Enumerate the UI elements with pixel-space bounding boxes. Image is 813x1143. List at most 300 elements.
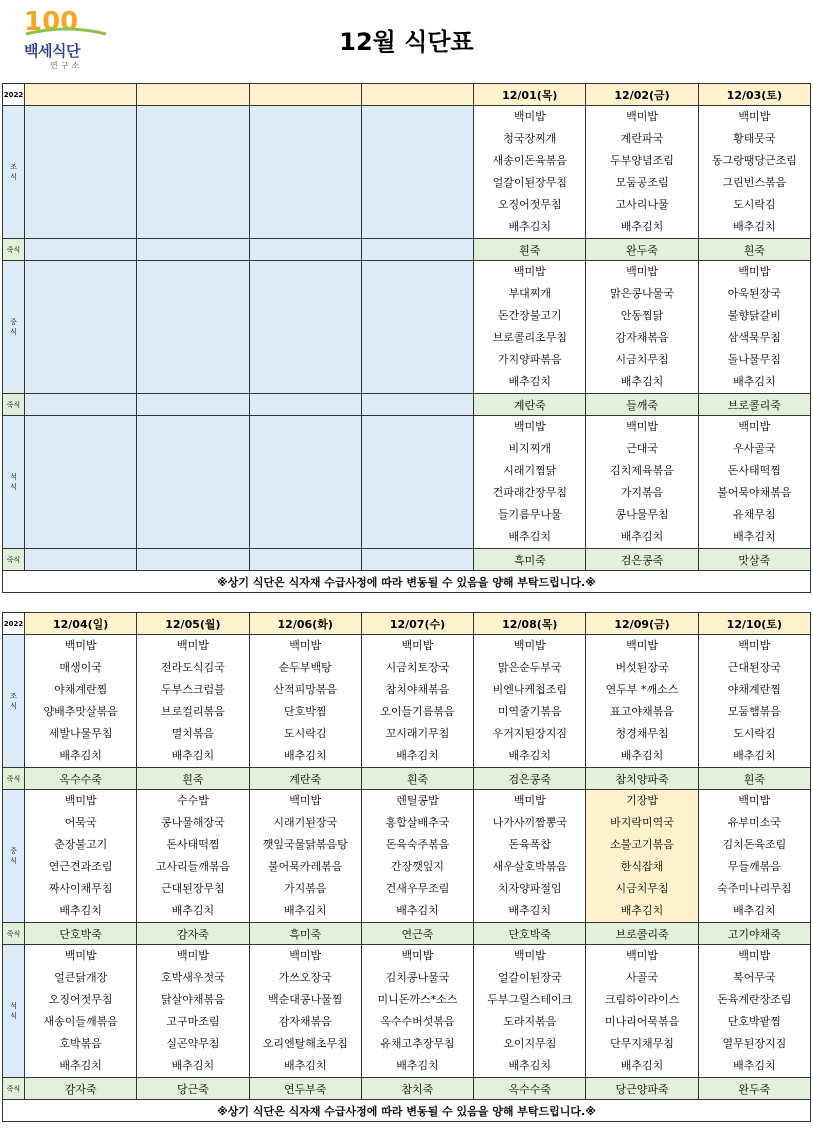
menu-item: 김치제육볶음 xyxy=(610,464,674,477)
porridge-item: 옥수수죽 xyxy=(474,1078,586,1100)
menu-item: 배추김치 xyxy=(59,904,102,917)
menu-item: 렌틸콩밥 xyxy=(396,794,439,807)
menu-item: 백미밥 xyxy=(401,949,434,962)
menu-item: 간장깻잎지 xyxy=(390,860,445,873)
lunch-label-char: 중 xyxy=(10,318,17,326)
menu-item: 콩나물무침 xyxy=(615,508,669,521)
menu-item: 순두부백탕 xyxy=(278,661,332,674)
menu-item: 불어묵야채볶음 xyxy=(717,486,792,499)
porridge-empty xyxy=(249,239,361,261)
menu-item: 백미밥 xyxy=(289,949,322,962)
date-header: 12/09(금) xyxy=(586,613,698,635)
menu-item: 삼색묵무침 xyxy=(727,331,781,344)
dinner-label xyxy=(3,945,25,1078)
porridge-item: 흰죽 xyxy=(361,768,473,790)
breakfast-cell xyxy=(586,106,698,239)
menu-item: 청경채무침 xyxy=(615,727,669,740)
menu-item: 단무지채무침 xyxy=(610,1037,674,1050)
breakfast-cell xyxy=(474,106,586,239)
menu-item: 새송이들깨볶음 xyxy=(43,1015,118,1028)
date-header: 12/05(월) xyxy=(137,613,249,635)
menu-item: 돈육숙주볶음 xyxy=(385,838,450,851)
menu-item: 가쓰오장국 xyxy=(278,971,332,984)
menu-item: 근대된장국 xyxy=(727,661,781,674)
porridge-item: 흰죽 xyxy=(698,239,810,261)
page-header xyxy=(0,0,813,80)
menu-item: 비지찌개 xyxy=(508,442,552,455)
porridge-item: 옥수수죽 xyxy=(25,768,137,790)
menu-item: 도시락김 xyxy=(733,727,776,740)
menu-item: 백미밥 xyxy=(513,794,546,807)
porridge-item: 당근죽 xyxy=(137,1078,249,1100)
lunch-cell xyxy=(249,790,361,923)
menu-item: 매생이국 xyxy=(59,661,102,674)
menu-item: 백미밥 xyxy=(738,420,771,433)
menu-item: 오리엔탈해초무침 xyxy=(262,1037,348,1050)
menu-item: 백미밥 xyxy=(626,639,658,652)
porridge-label: 죽식 xyxy=(3,549,25,571)
year-label: 2022 xyxy=(3,84,25,106)
logo-name: 백세식단 xyxy=(24,42,80,60)
porridge-item: 들깨죽 xyxy=(586,394,698,416)
year-label: 2022 xyxy=(3,613,25,635)
menu-item: 맑은콩나물국 xyxy=(610,287,674,300)
lunch-cell xyxy=(361,261,473,394)
menu-item: 유채무침 xyxy=(733,508,776,521)
menu-item: 오이지무침 xyxy=(503,1037,557,1050)
porridge-item: 흰죽 xyxy=(137,768,249,790)
porridge-empty xyxy=(137,239,249,261)
menu-item: 브로콜리초무침 xyxy=(492,331,567,344)
menu-item: 계란파국 xyxy=(620,132,664,145)
menu-item: 백미밥 xyxy=(738,794,771,807)
lunch-cell xyxy=(137,261,249,394)
porridge-empty xyxy=(361,394,473,416)
menu-item: 시금치무침 xyxy=(615,882,669,895)
menu-item: 크림하이라이스 xyxy=(604,993,680,1006)
menu-item: 도라지볶음 xyxy=(503,1015,557,1028)
menu-item: 오징어젓무침 xyxy=(497,198,562,211)
menu-item: 황태뭇국 xyxy=(733,132,776,145)
menu-item: 백미밥 xyxy=(289,639,322,652)
dinner-label xyxy=(3,416,25,549)
menu-item: 백미밥 xyxy=(626,265,658,278)
menu-item: 브로컬리볶음 xyxy=(161,705,225,718)
dinner-cell xyxy=(25,416,137,549)
menu-item: 도시락김 xyxy=(733,198,776,211)
porridge-empty xyxy=(249,549,361,571)
menu-item: 배추김치 xyxy=(620,220,664,233)
lunch-label-char: 중 xyxy=(10,847,17,855)
lunch-cell xyxy=(361,790,473,923)
menu-item: 열무된장지짐 xyxy=(722,1037,787,1050)
menu-item: 호박볶음 xyxy=(59,1037,102,1050)
dinner-label-char: 식 xyxy=(10,1012,17,1020)
menu-item: 배추김치 xyxy=(171,749,215,762)
breakfast-cell xyxy=(698,106,810,239)
porridge-item: 당근양파죽 xyxy=(586,1078,698,1100)
menu-item: 백미밥 xyxy=(64,794,97,807)
menu-item: 배추김치 xyxy=(396,1059,439,1072)
dinner-cell xyxy=(586,945,698,1078)
menu-item: 배추김치 xyxy=(733,530,776,543)
dinner-cell xyxy=(137,945,249,1078)
menu-item: 배추김치 xyxy=(508,375,552,388)
menu-item: 미나리어묵볶음 xyxy=(604,1015,680,1028)
breakfast-label xyxy=(3,106,25,239)
menu-item: 나가사끼짬뽕국 xyxy=(492,816,567,829)
porridge-item: 완두죽 xyxy=(698,1078,810,1100)
menu-item: 배추김치 xyxy=(508,1059,552,1072)
menu-item: 우사골국 xyxy=(733,442,776,455)
menu-item: 백미밥 xyxy=(626,110,658,123)
porridge-item: 고기야채죽 xyxy=(698,923,810,945)
porridge-empty xyxy=(137,394,249,416)
porridge-empty xyxy=(25,549,137,571)
date-header: 12/06(화) xyxy=(249,613,361,635)
menu-item: 표고야채볶음 xyxy=(610,705,674,718)
menu-item: 산적피망볶음 xyxy=(273,683,338,696)
porridge-item: 연두부죽 xyxy=(249,1078,361,1100)
menu-item: 닭살야채볶음 xyxy=(161,993,225,1006)
menu-item: 백미밥 xyxy=(64,949,97,962)
porridge-item: 검은콩죽 xyxy=(474,768,586,790)
menu-item: 돈육폭찹 xyxy=(508,838,552,851)
porridge-item: 브로콜리죽 xyxy=(698,394,810,416)
menu-item: 근대국 xyxy=(626,442,658,455)
menu-item: 꼬시래기무침 xyxy=(385,727,450,740)
breakfast-label-char: 식 xyxy=(10,702,17,710)
breakfast-cell xyxy=(137,635,249,768)
porridge-label: 죽식 xyxy=(3,923,25,945)
menu-item: 연두부 *깨소스 xyxy=(605,683,679,696)
date-header-empty xyxy=(249,84,361,106)
menu-item: 백순대콩나물찜 xyxy=(268,993,343,1006)
menu-item: 유채고추장무침 xyxy=(380,1037,455,1050)
logo-subtitle: 연구소 xyxy=(50,61,83,70)
menu-item: 전라도식김국 xyxy=(161,661,225,674)
menu-item: 배추김치 xyxy=(620,904,664,917)
menu-item: 배추김치 xyxy=(283,1059,327,1072)
menu-item: 옥수수버섯볶음 xyxy=(380,1015,455,1028)
lunch-cell xyxy=(474,790,586,923)
menu-item: 배추김치 xyxy=(508,530,552,543)
dinner-label-char: 석 xyxy=(10,473,17,481)
menu-item: 백미밥 xyxy=(738,639,771,652)
breakfast-cell xyxy=(249,106,361,239)
dinner-cell xyxy=(25,945,137,1078)
menu-item: 사골국 xyxy=(626,971,658,984)
menu-item: 얼갈이된장무침 xyxy=(492,176,567,189)
lunch-label-char: 식 xyxy=(10,857,17,865)
menu-item: 연근견과조림 xyxy=(48,860,113,873)
menu-item: 기장밥 xyxy=(626,794,658,807)
notice-text: ※상기 식단은 식자재 수급사정에 따라 변동될 수 있음을 양해 부탁드립니다.※ xyxy=(3,1100,811,1122)
menu-item: 배추김치 xyxy=(620,530,664,543)
lunch-cell xyxy=(698,261,810,394)
menu-item: 북어무국 xyxy=(733,971,776,984)
porridge-item: 흑미죽 xyxy=(249,923,361,945)
menu-item: 비엔나케첩조림 xyxy=(492,683,567,696)
lunch-cell xyxy=(249,261,361,394)
menu-item: 배추김치 xyxy=(508,904,552,917)
menu-item: 백미밥 xyxy=(513,420,546,433)
menu-item: 배추김치 xyxy=(171,1059,215,1072)
menu-item: 배추김치 xyxy=(283,749,327,762)
menu-item: 백미밥 xyxy=(626,420,658,433)
breakfast-cell xyxy=(25,635,137,768)
menu-item: 춘장불고기 xyxy=(54,838,108,851)
menu-item: 배추김치 xyxy=(59,1059,102,1072)
menu-item: 두부그릴스테이크 xyxy=(487,993,573,1006)
porridge-item: 흑미죽 xyxy=(474,549,586,571)
menu-item: 감자채볶음 xyxy=(278,1015,332,1028)
menu-item: 바지락미역국 xyxy=(610,816,674,829)
porridge-item: 연근죽 xyxy=(361,923,473,945)
menu-item: 두부스크럼블 xyxy=(161,683,225,696)
porridge-item: 단호박죽 xyxy=(25,923,137,945)
menu-item: 수수밥 xyxy=(176,794,209,807)
menu-item: 고사리나물 xyxy=(615,198,669,211)
menu-item: 가지볶음 xyxy=(283,882,327,895)
menu-item: 불어묵카레볶음 xyxy=(268,860,343,873)
menu-item: 배추김치 xyxy=(620,375,664,388)
porridge-label: 죽식 xyxy=(3,1078,25,1100)
breakfast-cell xyxy=(249,635,361,768)
menu-item: 한식잡채 xyxy=(620,860,664,873)
menu-item: 배추김치 xyxy=(733,1059,776,1072)
menu-item: 동그랑땡당근조림 xyxy=(711,154,797,167)
menu-item: 청국장찌개 xyxy=(503,132,557,145)
lunch-cell xyxy=(25,790,137,923)
menu-item: 돈간장불고기 xyxy=(497,309,562,322)
menu-item: 배추김치 xyxy=(733,749,776,762)
lunch-cell xyxy=(586,790,698,923)
porridge-item: 흰죽 xyxy=(698,768,810,790)
lunch-cell xyxy=(25,261,137,394)
menu-item: 백미밥 xyxy=(176,949,209,962)
menu-item: 우거지된장지짐 xyxy=(492,727,567,740)
breakfast-cell xyxy=(698,635,810,768)
porridge-item: 계란죽 xyxy=(249,768,361,790)
menu-item: 가지볶음 xyxy=(620,486,664,499)
date-header-empty xyxy=(25,84,137,106)
menu-item: 백미밥 xyxy=(64,639,97,652)
porridge-item: 참치죽 xyxy=(361,1078,473,1100)
breakfast-cell xyxy=(137,106,249,239)
menu-item: 야채계란찜 xyxy=(54,683,108,696)
menu-item: 백미밥 xyxy=(513,949,546,962)
menu-item: 시금치토장국 xyxy=(385,661,450,674)
menu-item: 백미밥 xyxy=(738,265,771,278)
menu-item: 배추김치 xyxy=(733,904,776,917)
menu-item: 야채계란찜 xyxy=(727,683,781,696)
menu-item: 배추김치 xyxy=(396,904,439,917)
menu-item: 김치돈육조림 xyxy=(722,838,787,851)
menu-item: 배추김치 xyxy=(283,904,327,917)
date-header: 12/04(일) xyxy=(25,613,137,635)
menu-item: 배추김치 xyxy=(620,749,664,762)
menu-item: 백미밥 xyxy=(738,949,771,962)
date-header: 12/07(수) xyxy=(361,613,473,635)
menu-item: 시래기찜닭 xyxy=(503,464,557,477)
menu-item: 배추김치 xyxy=(508,749,552,762)
date-header: 12/01(목) xyxy=(474,84,586,106)
menu-item: 멸치볶음 xyxy=(171,727,215,740)
dinner-cell xyxy=(137,416,249,549)
breakfast-label-char: 조 xyxy=(10,163,17,171)
menu-item: 배추김치 xyxy=(59,749,102,762)
menu-item: 건새우무조림 xyxy=(385,882,450,895)
menu-item: 그린빈스볶음 xyxy=(722,176,787,189)
menu-item: 깻잎국물닭볶음탕 xyxy=(262,838,348,851)
date-header: 12/02(금) xyxy=(586,84,698,106)
menu-item: 돌나물무침 xyxy=(727,353,781,366)
menu-item: 모둠햄볶음 xyxy=(727,705,781,718)
menu-item: 오징어젓무침 xyxy=(48,993,113,1006)
menu-item: 불향닭갈비 xyxy=(727,309,781,322)
date-header: 12/08(목) xyxy=(474,613,586,635)
dinner-cell xyxy=(249,945,361,1078)
menu-item: 얼큰닭개장 xyxy=(54,971,108,984)
dinner-cell xyxy=(361,416,473,549)
date-header: 12/10(토) xyxy=(698,613,810,635)
dinner-label-char: 석 xyxy=(10,1002,17,1010)
logo-number: 100 xyxy=(24,7,79,36)
porridge-item: 맛살죽 xyxy=(698,549,810,571)
menu-item: 두부양념조림 xyxy=(610,154,674,167)
porridge-item: 브로콜리죽 xyxy=(586,923,698,945)
menu-item: 근대된장무침 xyxy=(161,882,225,895)
porridge-empty xyxy=(361,239,473,261)
dinner-cell xyxy=(474,416,586,549)
menu-item: 짜사이채무침 xyxy=(48,882,113,895)
menu-item: 미니돈까스*소스 xyxy=(377,993,458,1006)
menu-item: 아욱된장국 xyxy=(727,287,781,300)
porridge-item: 계란죽 xyxy=(474,394,586,416)
menu-item: 배추김치 xyxy=(620,1059,664,1072)
breakfast-label-char: 조 xyxy=(10,692,17,700)
lunch-cell xyxy=(137,790,249,923)
dinner-cell xyxy=(586,416,698,549)
menu-item: 맑은순두부국 xyxy=(497,661,562,674)
lunch-label xyxy=(3,261,25,394)
porridge-empty xyxy=(249,394,361,416)
menu-item: 감자채볶음 xyxy=(615,331,669,344)
menu-item: 백미밥 xyxy=(513,110,546,123)
dinner-label-char: 식 xyxy=(10,483,17,491)
breakfast-cell xyxy=(361,106,473,239)
lunch-cell xyxy=(474,261,586,394)
porridge-item: 감자죽 xyxy=(137,923,249,945)
porridge-item: 검은콩죽 xyxy=(586,549,698,571)
menu-item: 백미밥 xyxy=(176,639,209,652)
menu-item: 새송이돈육볶음 xyxy=(492,154,567,167)
porridge-label: 죽식 xyxy=(3,768,25,790)
breakfast-cell xyxy=(361,635,473,768)
menu-item: 모둠공조림 xyxy=(615,176,669,189)
menu-item: 건파래간장무침 xyxy=(492,486,567,499)
menu-item: 오이들기름볶음 xyxy=(380,705,455,718)
menu-item: 버섯된장국 xyxy=(615,661,669,674)
menu-item: 유부미소국 xyxy=(727,816,781,829)
porridge-item: 참치양파죽 xyxy=(586,768,698,790)
menu-item: 백미밥 xyxy=(626,949,658,962)
dinner-cell xyxy=(474,945,586,1078)
menu-item: 백미밥 xyxy=(401,639,434,652)
menu-item: 어묵국 xyxy=(64,816,97,829)
porridge-empty xyxy=(137,549,249,571)
menu-item: 고구마조림 xyxy=(166,1015,220,1028)
menu-item: 들기름무나물 xyxy=(497,508,562,521)
dinner-cell xyxy=(361,945,473,1078)
dinner-cell xyxy=(698,945,810,1078)
menu-item: 무들깨볶음 xyxy=(727,860,781,873)
menu-item: 얼갈이된장국 xyxy=(497,971,562,984)
notice-text: ※상기 식단은 식자재 수급사정에 따라 변동될 수 있음을 양해 부탁드립니다.※ xyxy=(3,571,811,593)
menu-item: 새우살호박볶음 xyxy=(492,860,567,873)
menu-item: 소불고기볶음 xyxy=(610,838,674,851)
lunch-label-char: 식 xyxy=(10,328,17,336)
breakfast-label xyxy=(3,635,25,768)
breakfast-cell xyxy=(474,635,586,768)
week2-table xyxy=(2,612,811,1122)
porridge-empty xyxy=(25,394,137,416)
date-header-empty xyxy=(137,84,249,106)
porridge-label: 죽식 xyxy=(3,239,25,261)
menu-item: 배추김치 xyxy=(733,220,776,233)
dinner-cell xyxy=(249,416,361,549)
menu-item: 배추김치 xyxy=(508,220,552,233)
menu-item: 백미밥 xyxy=(513,265,546,278)
porridge-item: 완두죽 xyxy=(586,239,698,261)
menu-item: 도시락김 xyxy=(283,727,327,740)
menu-item: 백미밥 xyxy=(289,794,322,807)
menu-item: 배추김치 xyxy=(396,749,439,762)
week1-table xyxy=(2,83,811,593)
lunch-label xyxy=(3,790,25,923)
lunch-cell xyxy=(586,261,698,394)
date-header-empty xyxy=(361,84,473,106)
porridge-item: 단호박죽 xyxy=(474,923,586,945)
porridge-empty xyxy=(361,549,473,571)
menu-item: 홍합살배추국 xyxy=(385,816,450,829)
menu-item: 호박새우젓국 xyxy=(161,971,225,984)
menu-item: 참치야채볶음 xyxy=(385,683,450,696)
menu-item: 김치콩나물국 xyxy=(385,971,450,984)
menu-item: 단호박팥찜 xyxy=(727,1015,781,1028)
dinner-cell xyxy=(698,416,810,549)
menu-item: 치자양파절임 xyxy=(497,882,562,895)
menu-item: 가지양파볶음 xyxy=(497,353,562,366)
menu-item: 시래기된장국 xyxy=(273,816,338,829)
menu-item: 미역줄기볶음 xyxy=(497,705,562,718)
menu-item: 백미밥 xyxy=(513,639,546,652)
lunch-cell xyxy=(698,790,810,923)
menu-item: 세발나물무침 xyxy=(48,727,113,740)
menu-item: 배추김치 xyxy=(733,375,776,388)
porridge-item: 감자죽 xyxy=(25,1078,137,1100)
menu-item: 숙주미나리무침 xyxy=(717,882,792,895)
breakfast-label-char: 식 xyxy=(10,173,17,181)
menu-item: 배추김치 xyxy=(171,904,215,917)
menu-item: 실곤약무침 xyxy=(166,1037,220,1050)
porridge-label: 죽식 xyxy=(3,394,25,416)
menu-item: 고사리들깨볶음 xyxy=(155,860,231,873)
menu-item: 돈사태떡찜 xyxy=(166,838,220,851)
date-header: 12/03(토) xyxy=(698,84,810,106)
menu-item: 돈육계란장조림 xyxy=(717,993,792,1006)
